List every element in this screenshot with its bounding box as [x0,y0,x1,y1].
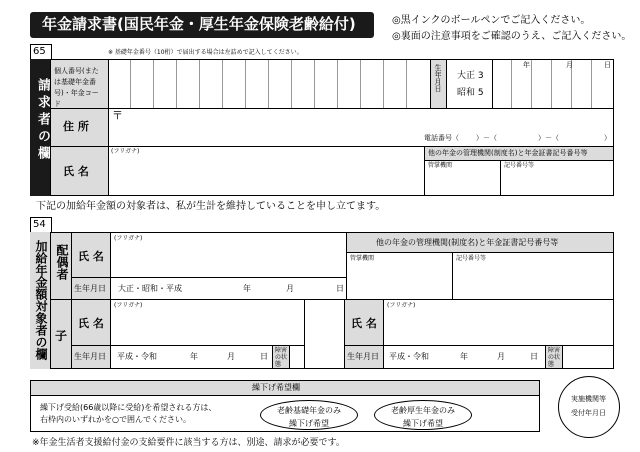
spouse-furigana: (フリガナ) [114,235,143,242]
deferral-text-1: 繰下げ受給(66歳以降に受給)を希望される方は、 [40,403,217,412]
phone-sep-2: ）－（ [538,134,559,142]
dependent-agency-label: 管掌機関 [350,255,375,262]
applicant-cert-input[interactable] [502,171,610,193]
postal-mark: 〒 [112,109,123,122]
spouse-name-input[interactable] [112,245,344,275]
address-input[interactable] [124,110,610,132]
dependent-cert-input[interactable] [454,264,610,297]
applicant-other-pension-header: 他の年金の管理機関(制度名)と年金証書記号番号等 [428,149,588,157]
birth-month-unit: 月 [566,61,573,69]
reception-stamp-circle [558,376,620,438]
applicant-furigana: (フリガナ) [111,148,140,155]
applicant-birth-label: 生年月日 [434,64,442,92]
child1-month-unit: 月 [227,352,235,361]
spouse-birth-label: 生年月日 [74,284,106,293]
applicant-name-input[interactable] [110,158,422,193]
option-employee-line1: 老齢厚生年金のみ [391,406,455,415]
birth-date-boxes[interactable] [492,60,613,108]
phone-input[interactable] [462,132,602,144]
child2-disability-label: 障害の状態 [548,347,561,368]
child2-name-label: 氏 名 [351,317,377,330]
spouse-name-label: 氏 名 [78,250,104,263]
child1-birth-label: 生年月日 [74,352,106,361]
applicant-side-label: 請求者の欄 [35,78,50,163]
option-basic-line2: 繰下げ希望 [289,419,329,428]
child1-furigana: (フリガナ) [114,302,143,309]
phone-end: ） [604,134,611,142]
child1-day-unit: 日 [260,352,268,361]
option-basic-line1: 老齢基礎年金のみ [277,406,341,415]
child2-disability-input[interactable] [563,347,611,367]
dependent-other-pension-header: 他の年金の管理機関(制度名)と年金証書記号番号等 [376,238,559,247]
child2-furigana: (フリガナ) [387,302,416,309]
child1-disability-label: 障害の状態 [275,347,288,368]
form-title: 年金請求書(国民年金・厚生年金保険老齢給付) [42,15,356,33]
dependent-agency-input[interactable] [348,264,450,297]
dependent-side-label: 加給年金額対象者の欄 [34,240,48,360]
spouse-month-unit: 月 [286,284,294,293]
stamp-line-1: 実施機関等 [571,395,606,403]
applicant-cert-label: 記号番号等 [504,162,535,169]
child2-name-input[interactable] [385,312,610,343]
applicant-agency-input[interactable] [426,171,498,193]
pension-code-label: 個人番号(または基礎年金番号)・年金コード [54,67,99,108]
instruction-ink: ◎黒インクのボールペンでご記入ください。 [392,15,591,26]
footer-note: ※年金生活者支援給付金の支給要件に該当する方は、別途、請求が必要です。 [32,438,345,448]
stamp-line-2: 受付年月日 [571,409,606,417]
child2-birth-label: 生年月日 [347,352,379,361]
child1-disability-input[interactable] [290,347,303,367]
deferral-option-employee[interactable] [374,400,472,430]
deferral-header: 繰下げ希望欄 [252,383,300,392]
child2-month-unit: 月 [497,352,505,361]
deferral-text-2: 右枠内のいずれかを○で囲んでください。 [40,415,191,424]
pension-code-boxes[interactable] [108,60,430,108]
applicant-agency-label: 管掌機関 [428,162,453,169]
phone-label: 電話番号（ [424,134,459,142]
declaration-text: 下記の加給年金額の対象者は、私が生計を維持していることを申し立てます。 [36,201,386,212]
child1-name-input[interactable] [112,312,302,343]
applicant-name-label: 氏 名 [63,165,89,178]
child1-era[interactable]: 平成・令和 [117,352,157,361]
era-taisho[interactable]: 大正 3 [457,71,484,81]
phone-sep-1: ）－（ [476,134,497,142]
spouse-era[interactable]: 大正・昭和・平成 [118,284,182,293]
deferral-option-basic[interactable] [260,400,358,430]
child-label: 子 [55,329,68,343]
child2-year-unit: 年 [460,352,468,361]
child1-year-unit: 年 [190,352,198,361]
child1-name-label: 氏 名 [78,317,104,330]
instruction-notes: ◎裏面の注意事項をご確認のうえ、ご記入ください。 [392,31,632,42]
dependent-cert-label: 記号番号等 [456,255,487,262]
era-showa[interactable]: 昭和 5 [457,88,484,98]
section-code: 65 [33,46,46,57]
child2-era[interactable]: 平成・令和 [389,352,429,361]
option-employee-line2: 繰下げ希望 [403,419,443,428]
birth-day-unit: 日 [604,61,611,69]
birth-year-unit: 年 [523,61,530,69]
section-code-54: 54 [33,219,46,230]
basic-number-note: ※ 基礎年金番号（10桁）で届出する場合は左詰めで記入してください。 [108,49,303,56]
spouse-label: 配偶者 [55,244,69,280]
child2-day-unit: 日 [530,352,538,361]
spouse-day-unit: 日 [336,284,344,293]
spouse-year-unit: 年 [243,284,251,293]
address-label: 住 所 [63,120,89,133]
